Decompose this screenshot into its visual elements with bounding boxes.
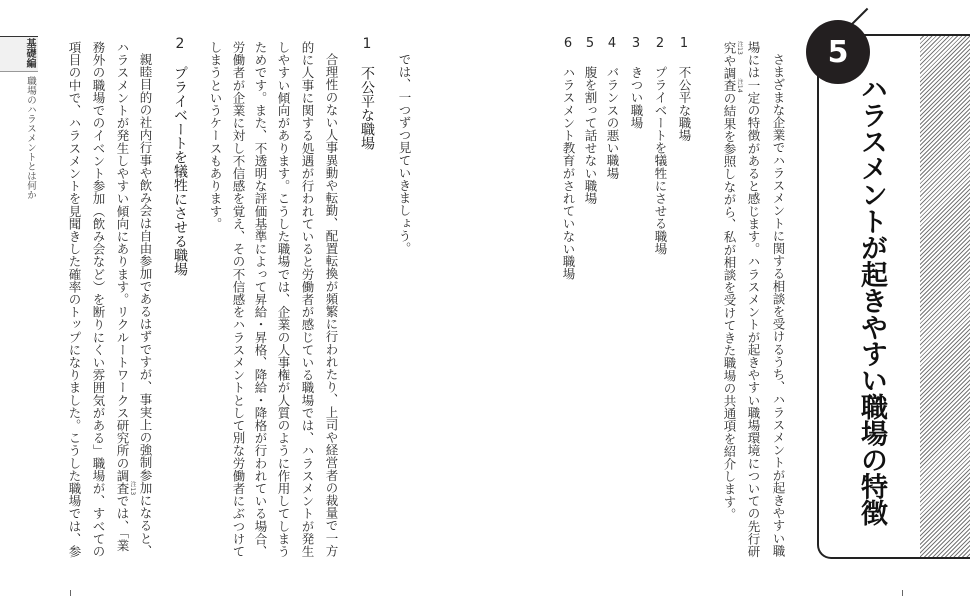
chapter-title: ハラスメントが起きやすい職場の特徴 <box>856 75 887 526</box>
text-segment: の結果を参照しながら、私が相談を受けてきた職場の共通項を紹介します。 <box>722 92 737 521</box>
text-segment: バランスの悪い職場 <box>605 66 620 180</box>
text-segment: きつい職場 <box>629 66 644 129</box>
section-number: 2 <box>175 36 185 52</box>
list-item-label <box>605 66 619 179</box>
text-segment: 腹を割って話せない職場 <box>583 66 598 205</box>
text-segment: さまざまな企業でハラスメントに関する相談を受けるうち、ハラスメントが起きやすい職 <box>771 53 786 557</box>
running-header-chapter: 職場のハラスメントとは何か <box>25 76 36 200</box>
section-body-line <box>231 41 245 558</box>
section-body-line <box>115 41 136 551</box>
note-reference: 究 注13 <box>722 41 743 55</box>
section-body-line <box>138 53 152 557</box>
list-item-number: 2 <box>655 36 665 51</box>
text-segment: 場には一定の特徴があると感じます。ハラスメントが起きやすい職場環境についての先行研 <box>746 41 761 558</box>
text-segment: では、一つずつ見ていきましょう。 <box>397 53 412 255</box>
text-segment: 労働者が企業に対し不信感を覚え、その不信感をハラスメントとして別な労働者にぶつけて <box>231 41 246 558</box>
list-item-label <box>561 66 575 280</box>
page-mark-left <box>70 590 71 596</box>
chapter-number-badge: 5 <box>806 20 870 84</box>
sidebar-section-label: 基礎編 <box>24 38 35 68</box>
list-item-number: 6 <box>563 36 573 51</box>
section-heading: プライベートを犠牲にさせる職場 <box>172 66 188 276</box>
text-segment: 的に人事に関する処遇が行われていると労働者が感じている職場では、ハラスメントが発生 <box>300 41 315 558</box>
list-item-label <box>677 66 691 142</box>
note-marker: 注13 <box>129 481 136 496</box>
list-item-number: 3 <box>631 36 641 51</box>
chapter-title-box <box>817 34 970 559</box>
text-segment: 項目の中で、ハラスメントを見聞きした確率のトップになりました。こうした職場では、参 <box>67 41 82 558</box>
section-body-line <box>208 41 222 230</box>
list-item-number: 5 <box>585 36 595 51</box>
page-mark-right <box>902 590 903 596</box>
transition-text <box>397 53 411 255</box>
text-segment: 務外の職場でのイベント参加（飲み会など）を断りにくい雰囲気がある」職場が、すべての <box>91 41 106 558</box>
section-body-line <box>324 53 338 557</box>
note-marker: 注13 <box>736 41 743 55</box>
text-segment: しまうというケースもあります。 <box>208 41 223 230</box>
text-segment: ハラスメントが発生しやすい傾向にあります。リクルートワークス研究所の調 <box>115 41 130 482</box>
intro-line <box>746 41 760 558</box>
intro-line <box>771 53 785 557</box>
text-segment: プライベートを犠牲にさせる職場 <box>653 66 668 255</box>
section-body-line <box>253 41 267 558</box>
text-segment: 合理性のない人事異動や転勤、配置転換が頻繁に行われたり、上司や経営者の裁量で一方 <box>324 53 339 557</box>
intro-line <box>722 41 743 521</box>
text-segment: ためです。また、不透明な評価基準によって昇給・昇格、降給・降格が行われている場合、 <box>253 41 268 558</box>
text-segment: しやすい傾向があります。こうした職場では、企業の人事権が人質のように作用してしまう <box>276 41 291 558</box>
section-body-line <box>300 41 314 558</box>
text-segment: では、「業 <box>115 494 130 552</box>
list-item-number: 1 <box>679 36 689 51</box>
hatch-pattern <box>920 36 970 557</box>
text-segment: ハラスメント教育がされていない職場 <box>561 66 576 281</box>
section-body-line <box>276 41 290 558</box>
text-segment: や調 <box>722 54 737 80</box>
text-segment: 不公平な職場 <box>677 66 692 142</box>
list-item-label <box>583 66 597 205</box>
note-marker: 注14 <box>736 78 743 93</box>
section-number: 1 <box>362 36 372 52</box>
note-reference: 査 注13 <box>115 481 136 496</box>
section-body-line <box>91 41 105 558</box>
section-heading: 不公平な職場 <box>359 66 375 150</box>
list-item-number: 4 <box>607 36 617 51</box>
text-segment: 親睦目的の社内行事や飲み会は自由参加であるはずですが、事実上の強制参加になると、 <box>138 53 153 557</box>
list-item-label <box>629 66 643 129</box>
list-item-label <box>653 66 667 255</box>
section-body-line <box>67 41 81 558</box>
note-reference: 査 注14 <box>722 78 743 93</box>
